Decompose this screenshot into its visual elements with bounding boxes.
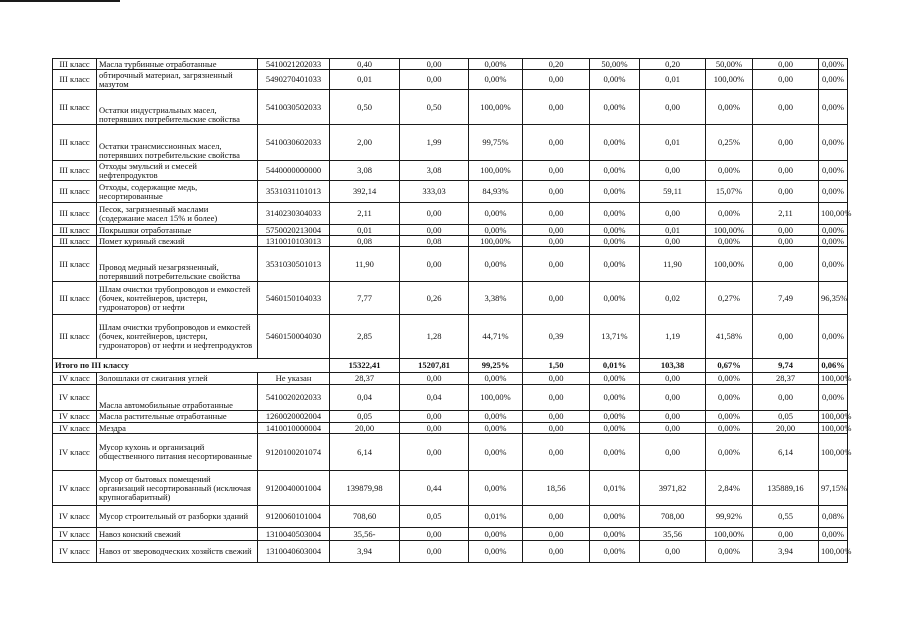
class-cell: IV класс: [53, 506, 97, 528]
total-percent-cell: 0,67%: [706, 359, 753, 373]
total-value-cell: 9,74: [753, 359, 819, 373]
percent-cell: 100,00%: [819, 423, 848, 434]
percent-cell: 0,00%: [819, 385, 848, 411]
waste-name-cell: Масла растительные отработанные: [97, 411, 258, 423]
value-cell: 6,14: [753, 434, 819, 471]
value-cell: 2,00: [330, 125, 400, 161]
percent-cell: 0,00%: [469, 434, 523, 471]
value-cell: 2,11: [753, 203, 819, 225]
percent-cell: 0,00%: [819, 528, 848, 541]
percent-cell: 0,00%: [469, 59, 523, 70]
percent-cell: 3,38%: [469, 282, 523, 315]
value-cell: 0,02: [640, 282, 706, 315]
percent-cell: 0,00%: [819, 70, 848, 90]
percent-cell: 50,00%: [706, 59, 753, 70]
waste-name-cell: Остатки индустриальных масел, потерявших потребительские свойства: [97, 90, 258, 125]
value-cell: 333,03: [400, 181, 469, 203]
value-cell: 11,90: [640, 247, 706, 282]
value-cell: 0,04: [400, 385, 469, 411]
percent-cell: 0,27%: [706, 282, 753, 315]
value-cell: 0,00: [640, 385, 706, 411]
percent-cell: 0,00%: [469, 471, 523, 506]
value-cell: 0,00: [523, 373, 590, 385]
fkko-code-cell: 3531030501013: [258, 247, 330, 282]
page-top-rule: [0, 0, 120, 2]
value-cell: 3,08: [400, 161, 469, 181]
percent-cell: 0,00%: [590, 506, 640, 528]
value-cell: 135889,16: [753, 471, 819, 506]
percent-cell: 100,00%: [706, 528, 753, 541]
percent-cell: 0,00%: [819, 225, 848, 236]
value-cell: 0,20: [523, 59, 590, 70]
fkko-code-cell: 5750020213004: [258, 225, 330, 236]
percent-cell: 100,00%: [706, 247, 753, 282]
percent-cell: 2,84%: [706, 471, 753, 506]
percent-cell: 0,00%: [706, 423, 753, 434]
percent-cell: 100,00%: [819, 434, 848, 471]
value-cell: 139879,98: [330, 471, 400, 506]
class-cell: III класс: [53, 225, 97, 236]
class-cell: III класс: [53, 282, 97, 315]
percent-cell: 0,00%: [819, 247, 848, 282]
value-cell: 0,00: [753, 59, 819, 70]
percent-cell: 100,00%: [469, 385, 523, 411]
value-cell: 59,11: [640, 181, 706, 203]
percent-cell: 0,00%: [590, 528, 640, 541]
value-cell: 0,05: [400, 506, 469, 528]
class-cell: III класс: [53, 315, 97, 359]
waste-name-cell: Отходы, содержащие медь, несортированные: [97, 181, 258, 203]
table-row: [53, 161, 848, 181]
value-cell: 0,00: [640, 434, 706, 471]
percent-cell: 0,00%: [819, 59, 848, 70]
percent-cell: 100,00%: [819, 203, 848, 225]
table-row: [53, 225, 848, 236]
percent-cell: 0,00%: [469, 70, 523, 90]
class-cell: IV класс: [53, 541, 97, 563]
percent-cell: 0,00%: [706, 373, 753, 385]
total-label: Итого по III классу: [53, 359, 330, 373]
value-cell: 1,99: [400, 125, 469, 161]
class-cell: IV класс: [53, 528, 97, 541]
table-row: [53, 541, 848, 563]
waste-name-cell: Масла турбинные отработанные: [97, 59, 258, 70]
table-row: [53, 471, 848, 506]
fkko-code-cell: 5460150104033: [258, 282, 330, 315]
value-cell: 0,00: [523, 506, 590, 528]
value-cell: 35,56-: [330, 528, 400, 541]
fkko-code-cell: 5410020202033: [258, 385, 330, 411]
value-cell: 0,00: [400, 59, 469, 70]
waste-name-cell: Мусор строительный от разборки зданий: [97, 506, 258, 528]
table-row: [53, 181, 848, 203]
percent-cell: 0,00%: [469, 373, 523, 385]
value-cell: 0,00: [753, 125, 819, 161]
value-cell: 2,85: [330, 315, 400, 359]
value-cell: 0,39: [523, 315, 590, 359]
value-cell: 0,00: [640, 373, 706, 385]
value-cell: 0,00: [753, 161, 819, 181]
value-cell: 0,00: [400, 411, 469, 423]
class-cell: IV класс: [53, 423, 97, 434]
class-cell: IV класс: [53, 411, 97, 423]
value-cell: 0,20: [640, 59, 706, 70]
percent-cell: 0,00%: [469, 203, 523, 225]
class-cell: III класс: [53, 90, 97, 125]
value-cell: 0,00: [400, 423, 469, 434]
fkko-code-cell: 5440000000000: [258, 161, 330, 181]
value-cell: 0,01: [640, 125, 706, 161]
percent-cell: 41,58%: [706, 315, 753, 359]
table-row: [53, 385, 848, 411]
value-cell: 0,00: [640, 541, 706, 563]
value-cell: 0,05: [330, 411, 400, 423]
percent-cell: 0,00%: [469, 225, 523, 236]
fkko-code-cell: 5490270401033: [258, 70, 330, 90]
percent-cell: 0,00%: [706, 236, 753, 247]
percent-cell: 15,07%: [706, 181, 753, 203]
waste-name-cell: Золошлаки от сжигания углей: [97, 373, 258, 385]
value-cell: 1,19: [640, 315, 706, 359]
value-cell: 0,00: [640, 203, 706, 225]
value-cell: 0,44: [400, 471, 469, 506]
value-cell: 0,00: [523, 70, 590, 90]
percent-cell: 13,71%: [590, 315, 640, 359]
value-cell: 1,28: [400, 315, 469, 359]
percent-cell: 0,00%: [819, 181, 848, 203]
waste-name-cell: Остатки трансмиссионных масел, потерявших потребительские свойства: [97, 125, 258, 161]
fkko-code-cell: 5410030602033: [258, 125, 330, 161]
class-cell: III класс: [53, 161, 97, 181]
percent-cell: 0,00%: [590, 247, 640, 282]
percent-cell: 96,35%: [819, 282, 848, 315]
value-cell: 0,00: [753, 225, 819, 236]
value-cell: 18,56: [523, 471, 590, 506]
value-cell: 0,01: [640, 70, 706, 90]
value-cell: 11,90: [330, 247, 400, 282]
waste-name-cell: Масла автомобильные отработанные: [97, 385, 258, 411]
waste-name-cell: Шлам очистки трубопроводов и емкостей (бочек, контейнеров, цистерн, гудронаторов) от нефти: [97, 282, 258, 315]
table-row: [53, 434, 848, 471]
value-cell: 0,40: [330, 59, 400, 70]
percent-cell: 0,00%: [819, 161, 848, 181]
value-cell: 0,00: [523, 125, 590, 161]
percent-cell: 0,00%: [706, 434, 753, 471]
value-cell: 0,00: [523, 247, 590, 282]
total-value-cell: 15322,41: [330, 359, 400, 373]
percent-cell: 0,00%: [469, 528, 523, 541]
percent-cell: 0,01%: [590, 471, 640, 506]
value-cell: 0,00: [753, 181, 819, 203]
value-cell: 0,50: [330, 90, 400, 125]
value-cell: 0,00: [753, 528, 819, 541]
percent-cell: 99,92%: [706, 506, 753, 528]
value-cell: 0,00: [400, 225, 469, 236]
total-value-cell: 15207,81: [400, 359, 469, 373]
percent-cell: 0,00%: [706, 385, 753, 411]
value-cell: 0,00: [400, 373, 469, 385]
percent-cell: 0,00%: [469, 247, 523, 282]
percent-cell: 0,00%: [819, 236, 848, 247]
total-value-cell: 1,50: [523, 359, 590, 373]
class-cell: IV класс: [53, 373, 97, 385]
table-row: [53, 315, 848, 359]
fkko-code-cell: 9120040001004: [258, 471, 330, 506]
waste-table: [52, 58, 852, 563]
value-cell: 0,00: [523, 282, 590, 315]
value-cell: 0,00: [400, 541, 469, 563]
waste-name-cell: Отходы эмульсий и смесей нефтепродуктов: [97, 161, 258, 181]
class-cell: III класс: [53, 236, 97, 247]
waste-name-cell: обтирочный материал, загрязненный мазутом: [97, 70, 258, 90]
total-percent-cell: 99,25%: [469, 359, 523, 373]
percent-cell: 100,00%: [819, 541, 848, 563]
value-cell: 0,00: [640, 423, 706, 434]
value-cell: 0,00: [523, 423, 590, 434]
value-cell: 7,77: [330, 282, 400, 315]
percent-cell: 0,00%: [469, 423, 523, 434]
percent-cell: 0,08%: [819, 506, 848, 528]
value-cell: 0,00: [640, 161, 706, 181]
waste-name-cell: Песок, загрязненный маслами (содержание масел 15% и более): [97, 203, 258, 225]
value-cell: 392,14: [330, 181, 400, 203]
value-cell: 2,11: [330, 203, 400, 225]
value-cell: 0,26: [400, 282, 469, 315]
value-cell: 7,49: [753, 282, 819, 315]
value-cell: 0,00: [753, 315, 819, 359]
value-cell: 6,14: [330, 434, 400, 471]
percent-cell: 0,00%: [590, 161, 640, 181]
percent-cell: 0,00%: [590, 125, 640, 161]
fkko-code-cell: 1310010103013: [258, 236, 330, 247]
class-cell: III класс: [53, 59, 97, 70]
value-cell: 35,56: [640, 528, 706, 541]
percent-cell: 0,00%: [590, 90, 640, 125]
percent-cell: 100,00%: [819, 411, 848, 423]
value-cell: 28,37: [330, 373, 400, 385]
fkko-code-cell: 5410021202033: [258, 59, 330, 70]
value-cell: 0,00: [400, 70, 469, 90]
percent-cell: 100,00%: [819, 373, 848, 385]
value-cell: 0,00: [753, 236, 819, 247]
percent-cell: 0,00%: [590, 225, 640, 236]
total-value-cell: 103,38: [640, 359, 706, 373]
fkko-code-cell: 3531031101013: [258, 181, 330, 203]
percent-cell: 0,00%: [590, 181, 640, 203]
value-cell: 0,50: [400, 90, 469, 125]
table-row: [53, 236, 848, 247]
percent-cell: 0,00%: [590, 423, 640, 434]
percent-cell: 0,00%: [590, 541, 640, 563]
percent-cell: 84,93%: [469, 181, 523, 203]
total-percent-cell: 0,06%: [819, 359, 848, 373]
table-row: [53, 90, 848, 125]
value-cell: 0,05: [753, 411, 819, 423]
fkko-code-cell: 5460150004030: [258, 315, 330, 359]
table-row: [53, 59, 848, 70]
percent-cell: 0,00%: [590, 203, 640, 225]
waste-name-cell: Мусор кухонь и организаций общественного питания несортированные: [97, 434, 258, 471]
fkko-code-cell: 1310040603004: [258, 541, 330, 563]
fkko-code-cell: 5410030502033: [258, 90, 330, 125]
value-cell: 0,00: [523, 225, 590, 236]
percent-cell: 0,00%: [706, 411, 753, 423]
value-cell: 0,00: [523, 385, 590, 411]
percent-cell: 0,00%: [590, 373, 640, 385]
fkko-code-cell: 9120100201074: [258, 434, 330, 471]
total-row: [53, 359, 848, 373]
value-cell: 0,00: [753, 385, 819, 411]
percent-cell: 0,00%: [706, 541, 753, 563]
percent-cell: 0,00%: [706, 161, 753, 181]
percent-cell: 0,00%: [706, 90, 753, 125]
percent-cell: 99,75%: [469, 125, 523, 161]
value-cell: 28,37: [753, 373, 819, 385]
percent-cell: 0,01%: [469, 506, 523, 528]
value-cell: 0,00: [753, 90, 819, 125]
fkko-code-cell: 1310040503004: [258, 528, 330, 541]
waste-name-cell: Мездра: [97, 423, 258, 434]
value-cell: 0,00: [523, 181, 590, 203]
table-row: [53, 125, 848, 161]
value-cell: 0,00: [400, 247, 469, 282]
value-cell: 0,08: [400, 236, 469, 247]
total-percent-cell: 0,01%: [590, 359, 640, 373]
table-row: [53, 411, 848, 423]
value-cell: 3,08: [330, 161, 400, 181]
value-cell: 0,00: [753, 70, 819, 90]
percent-cell: 0,00%: [819, 315, 848, 359]
value-cell: 0,00: [400, 434, 469, 471]
value-cell: 3,94: [753, 541, 819, 563]
value-cell: 0,55: [753, 506, 819, 528]
percent-cell: 0,00%: [590, 236, 640, 247]
value-cell: 708,60: [330, 506, 400, 528]
value-cell: 0,00: [523, 161, 590, 181]
value-cell: 0,01: [330, 225, 400, 236]
percent-cell: 0,00%: [590, 434, 640, 471]
waste-name-cell: Шлам очистки трубопроводов и емкостей (бочек, контейнеров, цистерн, гудронаторов) от нефти и нефтепродуктов: [97, 315, 258, 359]
class-cell: III класс: [53, 125, 97, 161]
value-cell: 0,00: [523, 541, 590, 563]
percent-cell: 100,00%: [469, 90, 523, 125]
value-cell: 0,00: [523, 90, 590, 125]
value-cell: 0,00: [523, 411, 590, 423]
value-cell: 0,00: [753, 247, 819, 282]
percent-cell: 100,00%: [706, 70, 753, 90]
value-cell: 0,00: [640, 411, 706, 423]
table-row: [53, 70, 848, 90]
value-cell: 0,00: [523, 203, 590, 225]
table-row: [53, 423, 848, 434]
value-cell: 0,00: [400, 528, 469, 541]
waste-name-cell: Мусор от бытовых помещений организаций несортированный (исключая крупногабаритный): [97, 471, 258, 506]
class-cell: III класс: [53, 181, 97, 203]
class-cell: III класс: [53, 203, 97, 225]
value-cell: 0,00: [523, 236, 590, 247]
value-cell: 0,00: [523, 528, 590, 541]
class-cell: IV класс: [53, 385, 97, 411]
value-cell: 20,00: [330, 423, 400, 434]
fkko-code-cell: 1260020002004: [258, 411, 330, 423]
table-row: [53, 203, 848, 225]
value-cell: 0,00: [640, 90, 706, 125]
value-cell: 3,94: [330, 541, 400, 563]
percent-cell: 0,00%: [590, 385, 640, 411]
table-row: [53, 247, 848, 282]
waste-name-cell: Навоз от звероводческих хозяйств свежий: [97, 541, 258, 563]
value-cell: 3971,82: [640, 471, 706, 506]
value-cell: 0,00: [400, 203, 469, 225]
percent-cell: 100,00%: [706, 225, 753, 236]
value-cell: 20,00: [753, 423, 819, 434]
table-row: [53, 282, 848, 315]
percent-cell: 0,00%: [590, 70, 640, 90]
percent-cell: 0,00%: [706, 203, 753, 225]
value-cell: 0,01: [330, 70, 400, 90]
percent-cell: 0,00%: [469, 411, 523, 423]
value-cell: 0,00: [640, 236, 706, 247]
percent-cell: 0,00%: [590, 282, 640, 315]
percent-cell: 50,00%: [590, 59, 640, 70]
percent-cell: 0,00%: [469, 541, 523, 563]
class-cell: IV класс: [53, 471, 97, 506]
fkko-code-cell: Не указан: [258, 373, 330, 385]
waste-name-cell: Навоз конский свежий: [97, 528, 258, 541]
percent-cell: 0,25%: [706, 125, 753, 161]
class-cell: III класс: [53, 247, 97, 282]
percent-cell: 97,15%: [819, 471, 848, 506]
value-cell: 708,00: [640, 506, 706, 528]
percent-cell: 44,71%: [469, 315, 523, 359]
value-cell: 0,04: [330, 385, 400, 411]
waste-name-cell: Провод медный незагрязненный, потерявший потребительские свойства: [97, 247, 258, 282]
percent-cell: 0,00%: [819, 90, 848, 125]
fkko-code-cell: 3140230304033: [258, 203, 330, 225]
waste-name-cell: Помет куриный свежий: [97, 236, 258, 247]
percent-cell: 100,00%: [469, 161, 523, 181]
percent-cell: 0,00%: [819, 125, 848, 161]
waste-name-cell: Покрышки отработанные: [97, 225, 258, 236]
class-cell: IV класс: [53, 434, 97, 471]
value-cell: 0,01: [640, 225, 706, 236]
value-cell: 0,08: [330, 236, 400, 247]
table-row: [53, 506, 848, 528]
table-row: [53, 528, 848, 541]
value-cell: 0,00: [523, 434, 590, 471]
table-row: [53, 373, 848, 385]
fkko-code-cell: 1410010000004: [258, 423, 330, 434]
percent-cell: 100,00%: [469, 236, 523, 247]
percent-cell: 0,00%: [590, 411, 640, 423]
class-cell: III класс: [53, 70, 97, 90]
fkko-code-cell: 9120060101004: [258, 506, 330, 528]
